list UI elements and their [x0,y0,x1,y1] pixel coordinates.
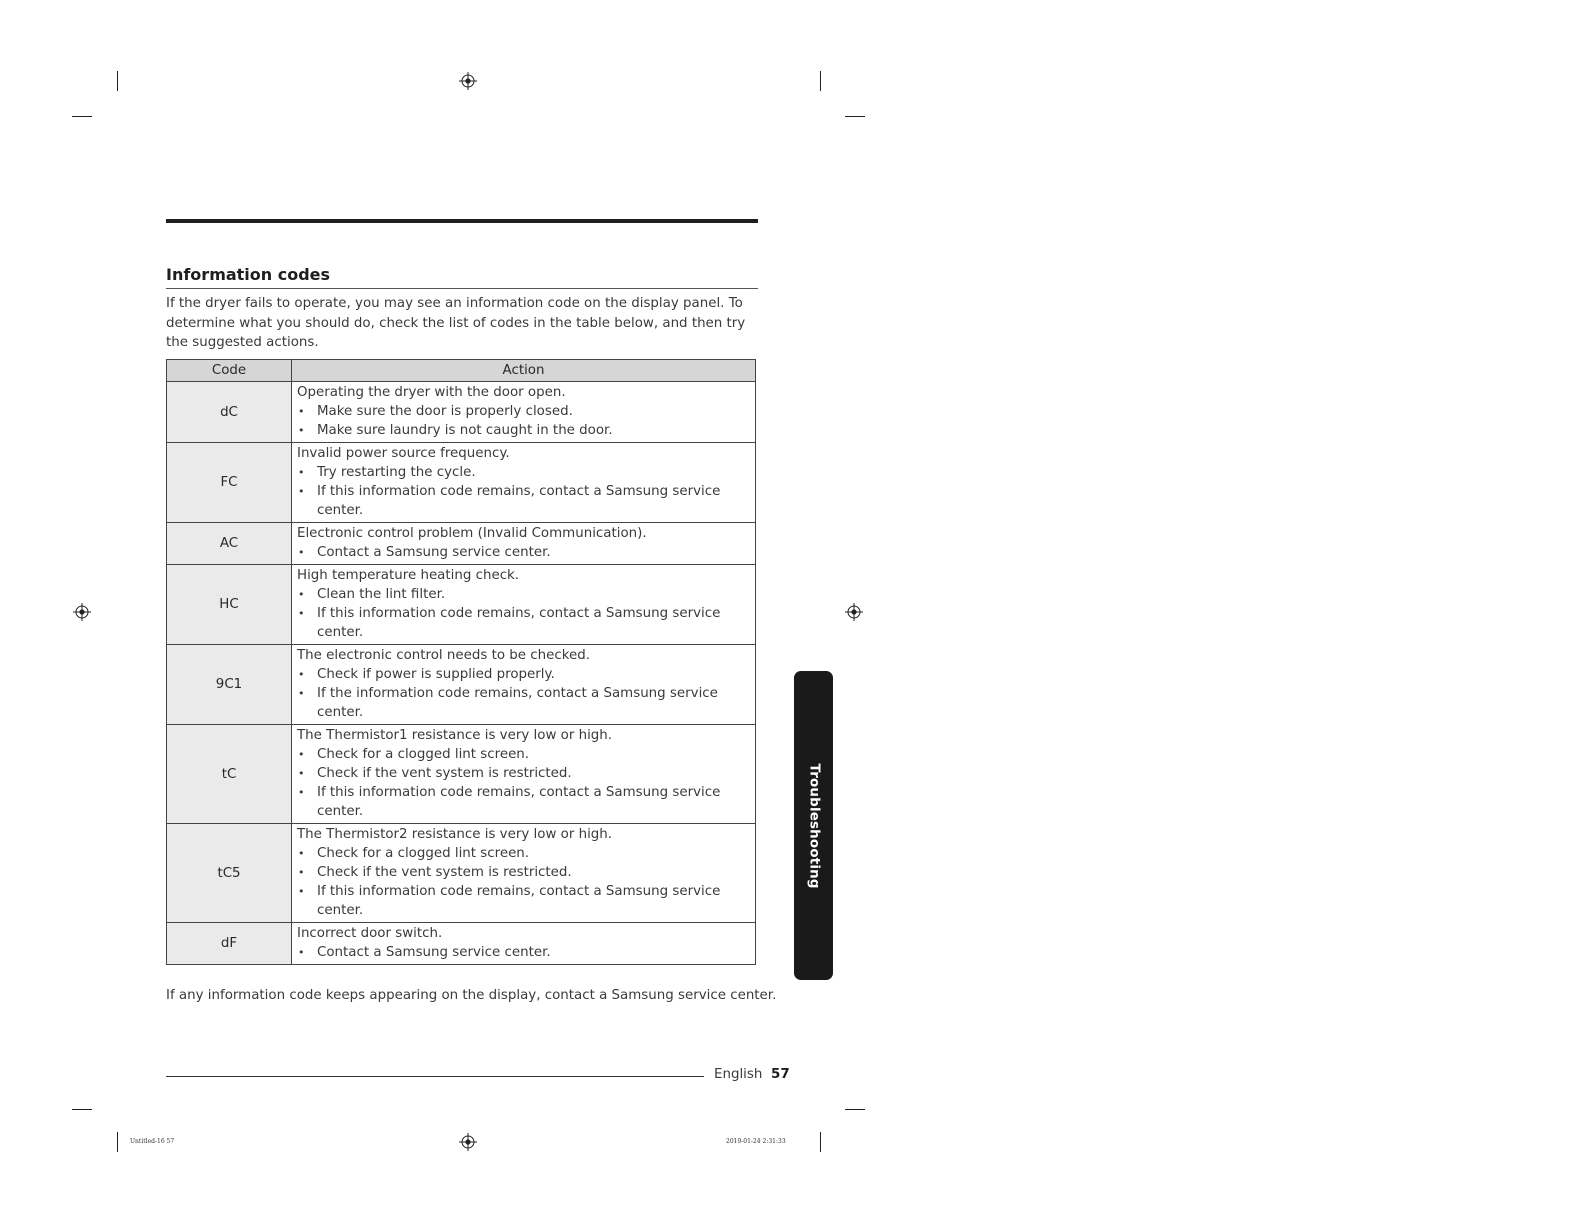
action-cell [292,523,756,565]
action-bullet-item: • Try restarting the cycle. [297,463,749,482]
action-bullet-item: • Check for a clogged lint screen. [297,745,749,764]
table-header-row [167,360,756,382]
crop-mark [72,116,92,117]
code-cell: dF [167,923,292,965]
action-bullet-list [297,543,749,562]
registration-mark-icon [459,72,477,90]
table-row [167,382,756,443]
side-tab-label: Troubleshooting [806,762,821,889]
action-bullet-item: • Check if the vent system is restricted. [297,764,749,783]
action-bullet-list [297,665,749,722]
page-number: 57 [771,1067,790,1082]
action-description: Electronic control problem (Invalid Communication). [297,526,647,541]
table-row [167,923,756,965]
crop-mark [845,1109,865,1110]
crop-mark [820,71,821,91]
action-bullet-item: • Check if the vent system is restricted. [297,863,749,882]
action-description: Invalid power source frequency. [297,446,510,461]
table-row [167,523,756,565]
action-bullet-item: • Make sure the door is properly closed. [297,402,749,421]
action-cell [292,923,756,965]
column-header-code: Code [167,360,292,382]
action-description: Incorrect door switch. [297,926,443,941]
print-slug-right: 2019-01-24 ￼￼2:31:33 [726,1138,786,1145]
code-cell: AC [167,523,292,565]
table-row [167,725,756,824]
action-bullet-list [297,943,749,962]
action-bullet-item: • If this information code remains, contact a Samsung service center. [297,482,749,520]
code-cell: HC [167,565,292,645]
footer-note: If any information code keeps appearing on the display, contact a Samsung service center. [166,988,777,1003]
action-cell [292,382,756,443]
code-cell: FC [167,443,292,523]
action-cell [292,725,756,824]
footer-language: English [714,1067,763,1082]
section-intro: If the dryer fails to operate, you may see an information code on the display panel. To determine what you should do, check the list of codes in the table below, and then try the suggested actions. [166,296,746,350]
code-cell: dC [167,382,292,443]
action-bullet-item: • Contact a Samsung service center. [297,943,749,962]
section-title: Information codes [166,265,331,284]
footer-rule [166,1076,704,1077]
crop-mark [117,71,118,91]
action-bullet-list [297,585,749,642]
crop-mark [845,116,865,117]
action-description: The electronic control needs to be checked. [297,648,590,663]
action-bullet-item: • If the information code remains, contact a Samsung service center. [297,684,749,722]
action-description: The Thermistor1 resistance is very low or high. [297,728,613,743]
action-cell [292,565,756,645]
information-codes-table [166,359,756,965]
action-description: The Thermistor2 resistance is very low or high. [297,827,613,842]
action-bullet-item: • Make sure laundry is not caught in the door. [297,421,749,440]
section-top-rule [166,219,758,223]
action-cell [292,443,756,523]
action-bullet-item: • Contact a Samsung service center. [297,543,749,562]
action-bullet-list [297,844,749,920]
code-cell: 9C1 [167,645,292,725]
crop-mark [117,1132,118,1152]
action-bullet-item: • Check for a clogged lint screen. [297,844,749,863]
action-bullet-item: • Clean the lint filter. [297,585,749,604]
table-row [167,645,756,725]
code-cell: tC [167,725,292,824]
registration-mark-icon [73,603,91,621]
action-bullet-item: • Check if power is supplied properly. [297,665,749,684]
table-row [167,824,756,923]
registration-mark-icon [459,1133,477,1151]
action-bullet-list [297,402,749,440]
crop-mark [820,1132,821,1152]
action-description: High temperature heating check. [297,568,520,583]
column-header-action: Action [292,360,756,382]
action-bullet-list [297,745,749,821]
action-bullet-list [297,463,749,520]
table-row [167,565,756,645]
action-description: Operating the dryer with the door open. [297,385,566,400]
table-body [167,382,756,965]
registration-mark-icon [845,603,863,621]
action-cell [292,645,756,725]
action-bullet-item: • If this information code remains, contact a Samsung service center. [297,783,749,821]
crop-mark [72,1109,92,1110]
side-tab-troubleshooting [794,671,833,980]
table-row [167,443,756,523]
action-bullet-item: • If this information code remains, contact a Samsung service center. [297,882,749,920]
code-cell: tC5 [167,824,292,923]
print-slug-left: Untitled-16 57 [130,1138,175,1145]
section-title-underline [166,288,758,289]
action-bullet-item: • If this information code remains, contact a Samsung service center. [297,604,749,642]
action-cell [292,824,756,923]
